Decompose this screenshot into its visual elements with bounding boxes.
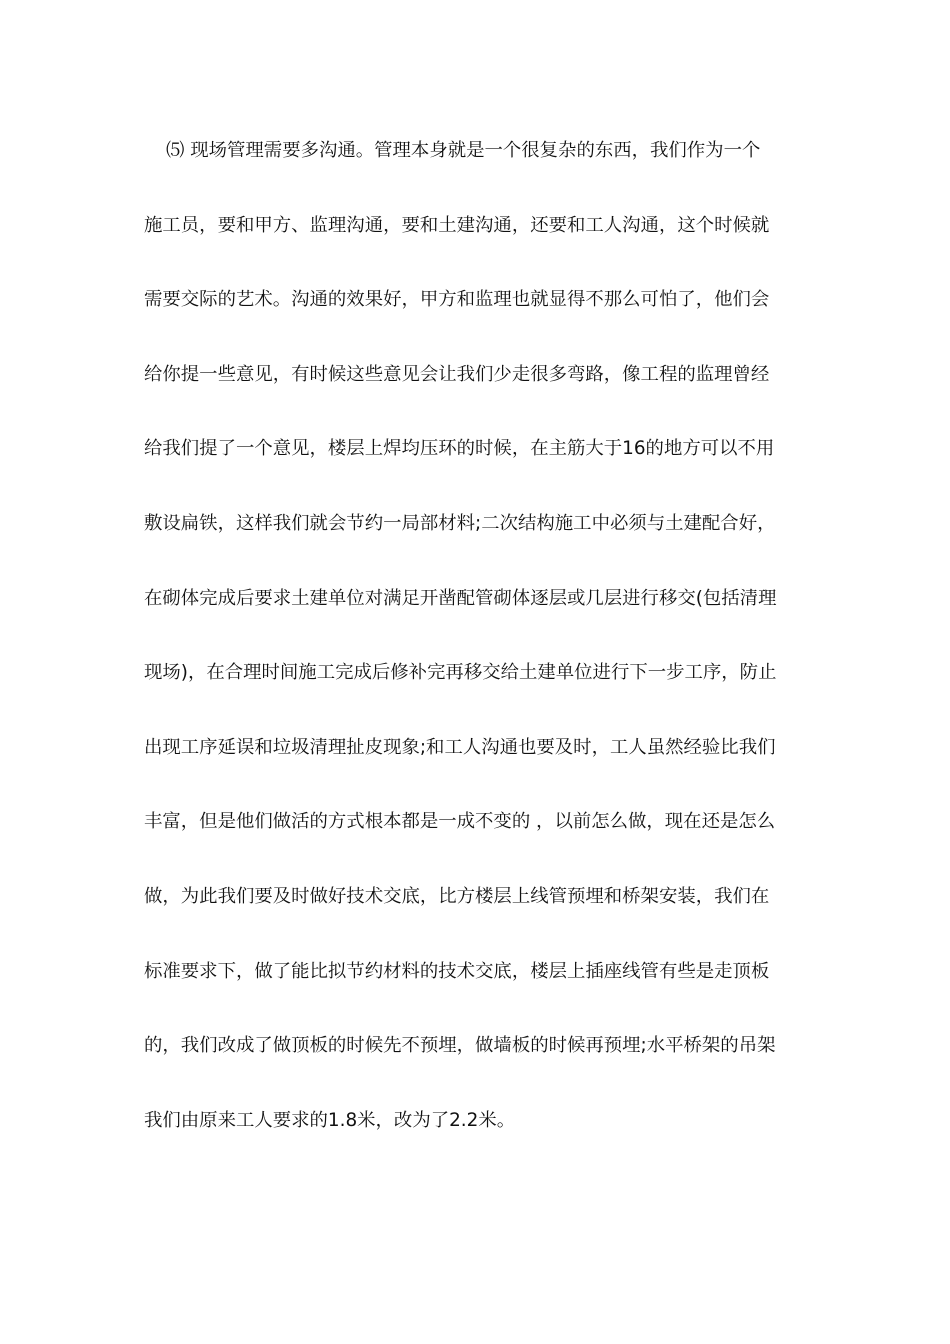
paragraph-line: 的，我们改成了做顶板的时候先不预埋，做墙板的时候再预埋;水平桥架的吊架 [144, 1035, 776, 1057]
paragraph-line: 标准要求下，做了能比拟节约材料的技术交底，楼层上插座线管有些是走顶板 [144, 960, 770, 982]
paragraph-line: 给你提一些意见，有时候这些意见会让我们少走很多弯路，像工程的监理曾经 [144, 363, 770, 385]
paragraph-line: 需要交际的艺术。沟通的效果好，甲方和监理也就显得不那么可怕了，他们会 [144, 289, 770, 311]
paragraph-line: 现场)，在合理时间施工完成后修补完再移交给土建单位进行下一步工序，防止 [144, 662, 777, 684]
paragraph [144, 128, 808, 1172]
paragraph-line: 给我们提了一个意见，楼层上焊均压环的时候，在主筋大于16的地方可以不用 [144, 438, 775, 460]
paragraph-line: 出现工序延误和垃圾清理扯皮现象;和工人沟通也要及时，工人虽然经验比我们 [144, 736, 776, 758]
paragraph-line: 我们由原来工人要求的1.8米，改为了2.2米。 [144, 1109, 516, 1131]
paragraph-line: ⑸ 现场管理需要多沟通。管理本身就是一个很复杂的东西，我们作为一个 [166, 140, 761, 161]
paragraph-line: 丰富，但是他们做活的方式根本都是一成不变的 ，以前怎么做，现在还是怎么 [144, 811, 776, 833]
paragraph-line: 做，为此我们要及时做好技术交底，比方楼层上线管预埋和桥架安装，我们在 [144, 885, 770, 907]
paragraph-line: 在砌体完成后要求土建单位对满足开凿配管砌体逐层或几层进行移交(包括清理 [144, 587, 777, 609]
paragraph-line: 施工员，要和甲方、监理沟通，要和土建沟通，还要和工人沟通，这个时候就 [144, 214, 770, 236]
paragraph-line: 敷设扁铁，这样我们就会节约一局部材料;二次结构施工中必须与土建配合好， [144, 512, 776, 534]
